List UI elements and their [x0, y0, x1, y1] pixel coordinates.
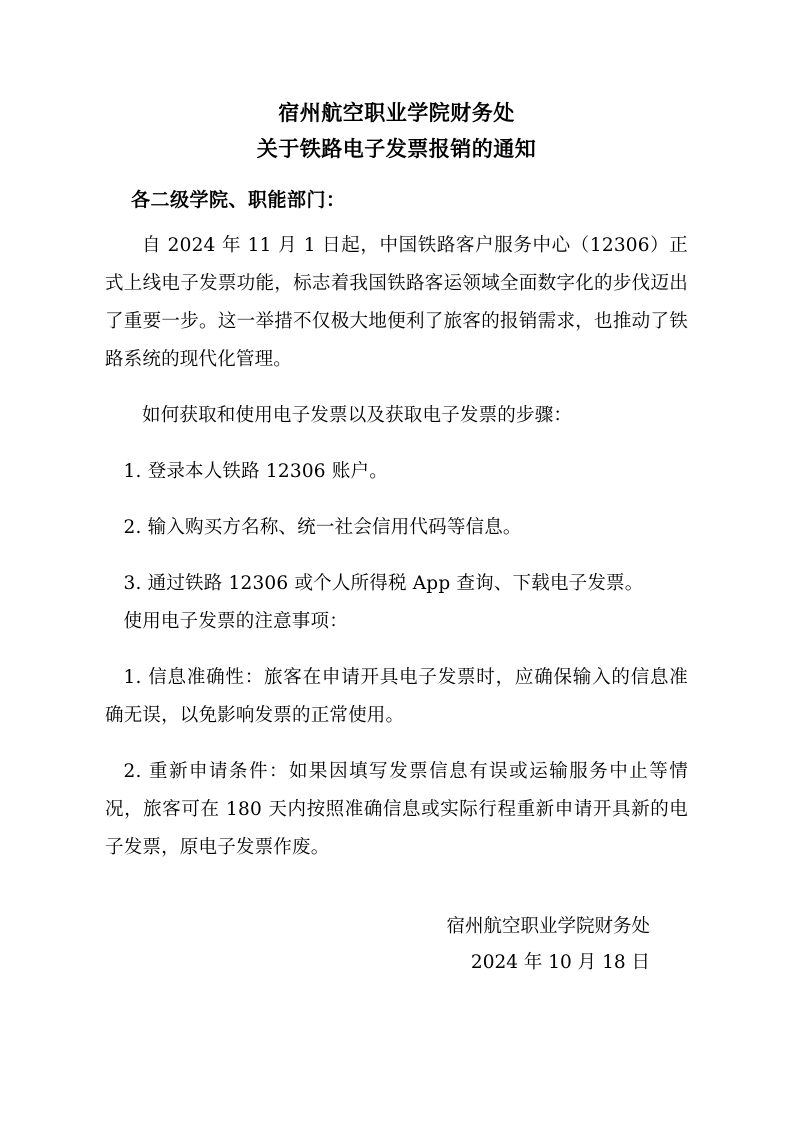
list-item-step-2: 2. 输入购买方名称、统一社会信用代码等信息。: [123, 517, 522, 538]
paragraph-notes-heading: 使用电子发票的注意事项：: [123, 611, 348, 632]
paragraph-howto-heading: 如何获取和使用电子发票以及获取电子发票的步骤：: [142, 405, 573, 426]
list-item-note-2: 2. 重新申请条件：如果因填写发票信息有误或运输服务中止等情况，旅客可在 180 天内按照准确信息或实际行程重新申请开具新的电子发票，原电子发票作废。: [105, 761, 688, 858]
list-item-note-1: 1. 信息准确性：旅客在申请开具电子发票时，应确保输入的信息准确无误，以免影响发票的正常使用。: [105, 667, 688, 726]
paragraph-intro: 自 2024 年 11 月 1 日起，中国铁路客户服务中心（12306）正式上线电子发票功能，标志着我国铁路客运领域全面数字化的步伐迈出了重要一步。这一举措不仅极大地便利了旅客的报销需求，也推动了铁路系统的现代化管理。: [105, 235, 688, 370]
list-item-step-1: 1. 登录本人铁路 12306 账户。: [123, 461, 388, 482]
list-item-step-3: 3. 通过铁路 12306 或个人所得税 App 查询、下载电子发票。: [123, 573, 644, 594]
signature-block: [105, 909, 688, 981]
title-line-1: 宿州航空职业学院财务处: [278, 101, 515, 125]
signature-date: 2024 年 10 月 18 日: [470, 952, 650, 973]
page-title: [105, 95, 688, 167]
salutation: 各二级学院、职能部门：: [131, 189, 346, 211]
signature-org: 宿州航空职业学院财务处: [446, 916, 650, 937]
title-line-2: 关于铁路电子发票报销的通知: [256, 137, 537, 161]
